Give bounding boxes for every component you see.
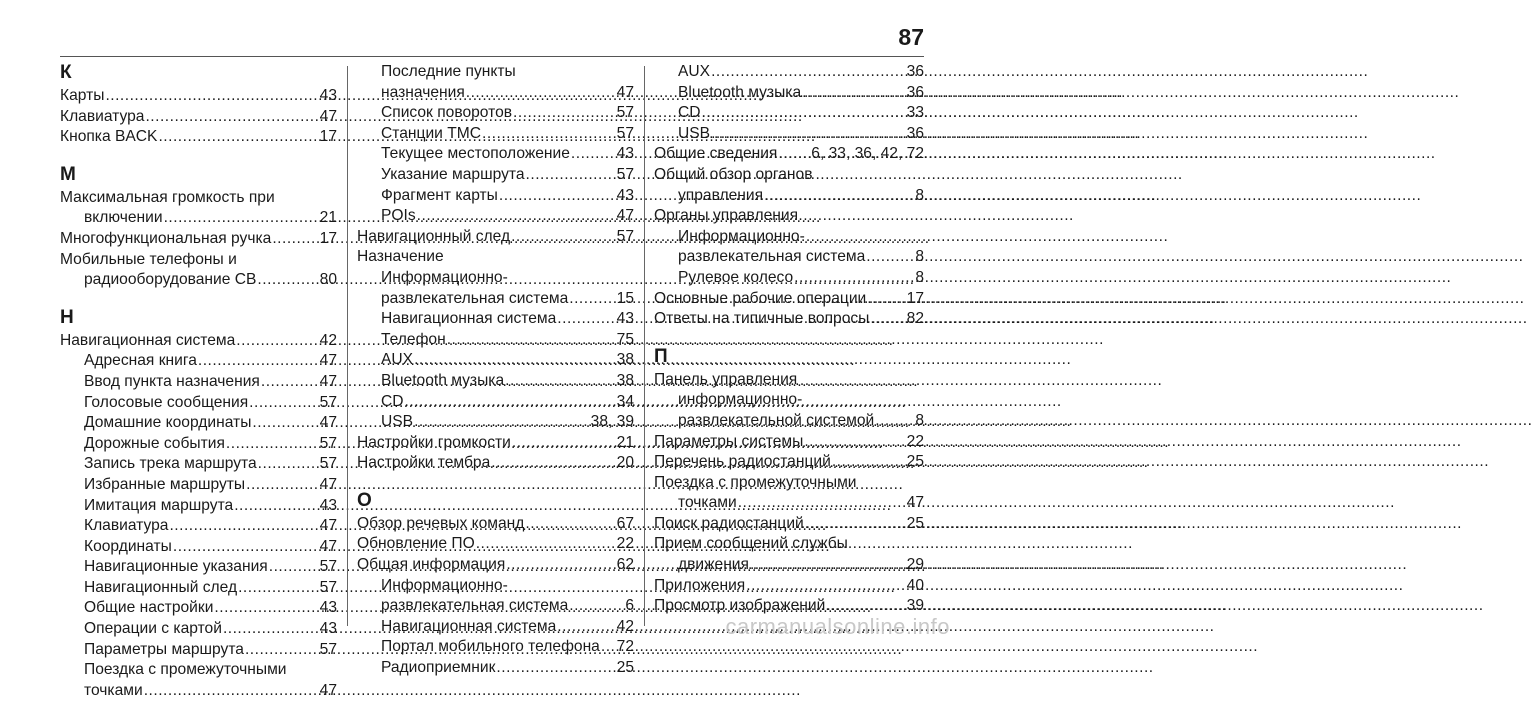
index-page-reference: 33 — [906, 104, 924, 122]
index-entry — [654, 289, 924, 310]
index-page-reference: 47 — [616, 207, 634, 225]
dot-leader — [802, 83, 906, 104]
index-page-reference: 57 — [616, 124, 634, 142]
index-entry — [357, 371, 634, 392]
index-page-reference: 57 — [616, 165, 634, 183]
index-entry — [60, 454, 337, 475]
dot-leader — [805, 514, 906, 535]
index-entry-text: Избранные маршруты — [84, 475, 246, 493]
index-entry — [654, 432, 924, 453]
index-entry-text: развлекательная система — [678, 248, 866, 266]
index-page-reference: 15 — [616, 289, 634, 307]
index-entry-text: Текущее местоположение — [381, 145, 570, 163]
dot-leader — [711, 62, 906, 83]
index-page-reference: 75 — [616, 330, 634, 348]
index-entry — [654, 186, 924, 207]
column-divider — [347, 66, 348, 626]
index-entry-text: информационно- — [678, 391, 803, 409]
index-entry — [654, 452, 924, 473]
dot-leader — [491, 453, 615, 474]
dot-leader — [804, 432, 905, 453]
index-entry-text: точками — [84, 681, 143, 699]
index-entry — [654, 309, 924, 330]
index-page-reference: 39 — [906, 597, 924, 615]
index-entry-text: Список поворотов — [381, 104, 513, 122]
index-entry-text: Карты — [60, 87, 105, 104]
index-entry — [357, 124, 634, 145]
index-entry-text: Координаты — [84, 537, 172, 555]
dot-leader — [702, 103, 906, 124]
index-entry — [60, 681, 337, 701]
index-entry — [357, 83, 634, 104]
dot-leader — [875, 411, 914, 432]
index-entry — [60, 393, 337, 414]
dot-leader — [711, 124, 906, 145]
index-page-reference: 8 — [915, 268, 924, 286]
dot-leader — [158, 127, 318, 148]
index-entry-text: Операции с картой — [84, 620, 222, 638]
dot-leader — [738, 493, 906, 514]
dot-leader — [506, 555, 615, 576]
dot-leader — [417, 206, 616, 227]
index-entry — [357, 165, 634, 186]
index-column-1 — [60, 62, 337, 699]
index-entry-text: Портал мобильного телефона — [381, 638, 600, 656]
index-entry — [60, 434, 337, 455]
dot-leader — [746, 576, 905, 597]
dot-leader — [164, 208, 319, 229]
index-page-reference: 57 — [616, 227, 634, 245]
index-entry — [60, 640, 337, 661]
dot-leader — [496, 658, 615, 679]
index-entry-text: Ответы на типичные вопросы — [654, 310, 870, 328]
index-page-reference: 17 — [319, 128, 337, 146]
index-page-reference: 22 — [616, 535, 634, 553]
index-entry — [60, 598, 337, 619]
index-entry-text: Поездка с промежуточными — [84, 661, 287, 679]
index-entry — [357, 309, 634, 330]
index-entry-text: Общие настройки — [84, 599, 214, 617]
dot-leader — [257, 270, 318, 291]
index-entry — [654, 576, 924, 597]
dot-leader — [261, 372, 319, 393]
index-letter-heading: О — [357, 489, 372, 511]
index-entry-text: POIs — [381, 207, 416, 225]
index-page-reference: 47 — [906, 494, 924, 512]
index-entry-text: управления — [678, 186, 764, 204]
index-entry-text: точками — [678, 494, 737, 512]
index-entry-text: Навигационный след — [84, 578, 238, 596]
dot-leader — [105, 86, 318, 107]
index-page-reference: 38 — [616, 351, 634, 369]
index-entry-text: CD — [381, 392, 404, 410]
index-entry-text: включении — [84, 209, 163, 227]
index-entry — [60, 413, 337, 434]
index-page-reference: 57 — [319, 640, 337, 658]
dot-leader — [867, 289, 905, 310]
index-page-reference: 57 — [319, 558, 337, 576]
index-entry — [357, 103, 634, 124]
dot-leader — [505, 371, 616, 392]
index-entry-text: Настройки громкости — [357, 433, 511, 451]
index-entry-text: Домашние координаты — [84, 414, 252, 432]
index-letter-heading: П — [654, 345, 668, 367]
index-entry — [654, 103, 924, 124]
index-entry-text: Имитация маршрута — [84, 496, 234, 514]
header-rule — [60, 56, 924, 57]
dot-leader — [238, 578, 319, 599]
dot-leader — [832, 452, 906, 473]
index-entry — [357, 227, 634, 248]
index-entry — [357, 350, 634, 371]
index-entry — [654, 555, 924, 576]
index-page-reference: 67 — [616, 514, 634, 532]
dot-leader — [198, 351, 319, 372]
dot-leader — [245, 640, 319, 661]
index-page-reference: 38, 39 — [590, 413, 634, 431]
index-entry — [60, 107, 337, 128]
index-page-reference: 6, 33, 36, 42, 72 — [811, 145, 924, 163]
dot-leader — [778, 144, 810, 165]
index-entry — [60, 619, 337, 640]
dot-leader — [414, 412, 590, 433]
dot-leader — [447, 330, 616, 351]
index-entry — [654, 493, 924, 514]
index-page-reference: 22 — [906, 432, 924, 450]
index-entry — [357, 392, 634, 413]
index-entry — [60, 127, 337, 148]
index-entry — [60, 86, 337, 107]
index-entry — [357, 453, 634, 474]
index-page-reference: 34 — [616, 392, 634, 410]
index-entry-text: Навигационная система — [381, 617, 557, 635]
index-page-reference: 21 — [616, 433, 634, 451]
index-entry-text: развлекательная система — [381, 597, 569, 615]
dot-leader — [499, 186, 616, 207]
index-entry — [60, 229, 337, 250]
index-entry — [654, 83, 924, 104]
index-entry-text: Поиск радиостанций — [654, 514, 804, 532]
dot-leader — [750, 555, 906, 576]
dot-leader — [214, 598, 318, 619]
index-entry-text: Параметры системы — [654, 432, 804, 450]
index-entry-text: Настройки тембра — [357, 454, 491, 472]
index-entry-text: назначения — [381, 83, 465, 101]
index-page-reference: 40 — [906, 576, 924, 594]
dot-leader — [249, 393, 318, 414]
index-entry — [654, 268, 924, 289]
index-entry — [60, 270, 337, 291]
index-entry-text: Просмотр изображений — [654, 597, 826, 615]
index-entry-text: Обновление ПО — [357, 535, 475, 553]
dot-leader — [258, 454, 319, 475]
index-page-reference: 43 — [616, 310, 634, 328]
index-page-reference: 29 — [906, 556, 924, 574]
index-page-reference: 43 — [319, 599, 337, 617]
index-entry-text: Радиоприемник — [381, 659, 496, 677]
index-entry-text: Последние пункты — [381, 63, 516, 80]
index-entry-text: Рулевое колесо — [678, 268, 794, 286]
index-entry-text: AUX — [678, 63, 711, 80]
index-page-reference: 8 — [915, 186, 924, 204]
index-entry-text: USB — [678, 124, 711, 142]
index-page-reference: 17 — [319, 229, 337, 247]
dot-leader — [513, 103, 616, 124]
index-entry-text: Мобильные телефоны и — [60, 250, 237, 268]
dot-leader — [764, 186, 914, 207]
index-entry-text: Bluetooth музыка — [381, 371, 505, 389]
index-page-reference: 42 — [319, 331, 337, 349]
index-entry-text: Прием сообщений службы — [654, 535, 848, 553]
index-entry — [357, 412, 634, 433]
index-entry-text: Клавиатура — [84, 517, 169, 535]
index-page-reference: 43 — [616, 186, 634, 204]
dot-leader — [236, 331, 318, 352]
index-entry — [357, 206, 634, 227]
index-page-reference: 47 — [319, 107, 337, 125]
dot-leader — [144, 681, 319, 701]
index-entry — [357, 330, 634, 351]
index-page-reference: 43 — [616, 145, 634, 163]
index-entry-text: USB — [381, 413, 414, 431]
index-entry-text: Информационно- — [381, 268, 508, 286]
dot-leader — [482, 124, 616, 145]
dot-leader — [414, 350, 616, 371]
index-page-reference: 47 — [319, 414, 337, 432]
index-entry — [60, 475, 337, 496]
dot-leader — [526, 165, 616, 186]
dot-leader — [234, 496, 318, 517]
dot-leader — [601, 637, 616, 658]
index-entry — [357, 534, 634, 555]
dot-leader — [269, 557, 319, 578]
index-entry-text: развлекательная система — [381, 289, 569, 307]
index-entry-text: Фрагмент карты — [381, 186, 498, 204]
index-entry-text: развлекательной системой — [678, 411, 875, 429]
dot-leader — [223, 619, 319, 640]
index-letter-heading: К — [60, 62, 72, 83]
index-page-reference: 43 — [319, 620, 337, 638]
index-entry — [654, 124, 924, 145]
index-entry — [654, 62, 924, 83]
index-entry — [357, 637, 634, 658]
index-entry — [654, 411, 924, 432]
dot-leader — [252, 413, 318, 434]
index-page-reference: 42 — [616, 617, 634, 635]
index-entry-text: Информационно- — [678, 227, 805, 245]
page-number: 87 — [898, 24, 924, 50]
index-entry-text: Параметры маршрута — [84, 640, 244, 658]
index-page-reference: 47 — [319, 517, 337, 535]
index-page-reference: 47 — [319, 352, 337, 370]
index-entry-text: Голосовые сообщения — [84, 393, 249, 411]
index-entry — [357, 617, 634, 638]
index-entry-text: Информационно- — [381, 576, 508, 594]
index-entry-text: Общие сведения — [654, 145, 778, 163]
dot-leader — [866, 247, 914, 268]
index-entry-text: движения — [678, 556, 749, 574]
index-entry-text: Ввод пункта назначения — [84, 372, 260, 390]
dot-leader — [571, 144, 616, 165]
index-page-reference: 47 — [319, 372, 337, 390]
index-page-reference: 36 — [906, 124, 924, 142]
index-page-reference: 43 — [319, 87, 337, 104]
index-entry-text: Максимальная громкость при — [60, 188, 275, 206]
dot-leader — [569, 289, 615, 310]
index-column-3 — [654, 62, 924, 628]
index-entry — [357, 555, 634, 576]
index-letter-heading: Н — [60, 306, 74, 328]
dot-leader — [169, 516, 318, 537]
index-entry-text: Общая информация — [357, 556, 506, 574]
index-entry-text: AUX — [381, 351, 414, 369]
index-page-reference: 25 — [616, 659, 634, 677]
index-entry-text: Навигационная система — [60, 331, 236, 349]
index-entry — [60, 516, 337, 537]
index-entry — [60, 351, 337, 372]
index-entry-text: Перечень радиостанций — [654, 453, 831, 471]
index-entry-text: CD — [678, 104, 701, 122]
index-entry-text: Навигационная система — [381, 310, 557, 328]
index-entry-text: Телефон — [381, 330, 446, 348]
index-page-reference: 47 — [616, 83, 634, 101]
index-entry — [357, 144, 634, 165]
index-entry-text: Поездка с промежуточными — [654, 473, 857, 491]
index-entry — [357, 186, 634, 207]
index-entry — [60, 578, 337, 599]
index-entry — [357, 433, 634, 454]
index-entry-text: Указание маршрута — [381, 165, 525, 183]
dot-leader — [557, 617, 615, 638]
index-page-reference: 8 — [915, 248, 924, 266]
index-entry-text: радиооборудование CB — [84, 271, 257, 289]
index-entry-text: Адресная книга — [84, 352, 197, 370]
index-page-reference: 57 — [616, 104, 634, 122]
index-entry — [60, 557, 337, 578]
index-entry-text: Станции TMC — [381, 124, 481, 142]
dot-leader — [405, 392, 616, 413]
index-page-reference: 82 — [906, 310, 924, 328]
index-entry — [60, 372, 337, 393]
dot-leader — [272, 229, 318, 250]
dot-leader — [511, 227, 616, 248]
index-page-reference: 72 — [616, 638, 634, 656]
index-entry-text: Приложения — [654, 576, 746, 594]
index-page-reference: 25 — [906, 514, 924, 532]
index-page-reference: 36 — [906, 63, 924, 80]
index-entry-text: Общий обзор органов — [654, 165, 813, 183]
index-entry — [357, 596, 634, 617]
index-entry — [60, 537, 337, 558]
index-page-reference: 20 — [616, 454, 634, 472]
index-page-reference: 47 — [319, 475, 337, 493]
index-entry — [654, 247, 924, 268]
dot-leader — [569, 596, 624, 617]
index-entry — [357, 514, 634, 535]
index-entry-text: Назначение — [357, 248, 444, 266]
dot-leader — [794, 268, 914, 289]
index-entry-text: Навигационные указания — [84, 558, 268, 576]
index-entry-text: Bluetooth музыка — [678, 83, 802, 101]
dot-leader — [173, 537, 319, 558]
index-page-reference: 62 — [616, 556, 634, 574]
index-letter-heading: М — [60, 163, 76, 185]
index-entry — [357, 289, 634, 310]
index-entry-text: Запись трека маршрута — [84, 455, 257, 473]
index-page-reference: 38 — [616, 371, 634, 389]
index-entry-text: Навигационный след — [357, 227, 511, 245]
index-entry — [60, 331, 337, 352]
index-page-reference: 17 — [906, 289, 924, 307]
index-entry-text: Клавиатура — [60, 107, 145, 125]
index-entry — [357, 658, 634, 679]
index-entry-text: Обзор речевых команд — [357, 514, 525, 532]
dot-leader — [557, 309, 615, 330]
index-page-reference: 43 — [319, 496, 337, 514]
index-entry-text: Многофункциональная ручка — [60, 229, 272, 247]
dot-leader — [870, 309, 905, 330]
index-page-reference: 47 — [319, 681, 337, 699]
index-page-reference: 6 — [625, 597, 634, 615]
index-page-reference: 21 — [319, 209, 337, 227]
dot-leader — [246, 475, 319, 496]
index-page-reference: 25 — [906, 453, 924, 471]
index-column-2 — [357, 62, 634, 677]
index-page-reference: 36 — [906, 83, 924, 101]
index-page-reference: 57 — [319, 578, 337, 596]
index-entry — [60, 496, 337, 517]
watermark: carmanualsonline.info — [725, 614, 950, 639]
column-divider — [644, 66, 645, 626]
index-page-reference: 80 — [319, 271, 337, 289]
index-entry-text: Панель управления — [654, 370, 798, 388]
dot-leader — [525, 514, 615, 535]
index-page-reference: 57 — [319, 455, 337, 473]
index-entry — [654, 144, 924, 165]
dot-leader — [512, 433, 616, 454]
index-page-reference: 57 — [319, 434, 337, 452]
index-entry-text: Кнопка BACK — [60, 128, 158, 146]
index-entry — [654, 514, 924, 535]
index-page-reference: 57 — [319, 393, 337, 411]
index-entry — [60, 208, 337, 229]
index-entry-text: Основные рабочие операции — [654, 289, 867, 307]
dot-leader — [476, 534, 616, 555]
index-entry-text: Дорожные события — [84, 434, 225, 452]
index-entry-text: Органы управления — [654, 207, 799, 225]
dot-leader — [145, 107, 318, 128]
dot-leader — [466, 83, 616, 104]
dot-leader — [226, 434, 319, 455]
index-page-reference: 47 — [319, 537, 337, 555]
index-page-reference: 8 — [915, 411, 924, 429]
